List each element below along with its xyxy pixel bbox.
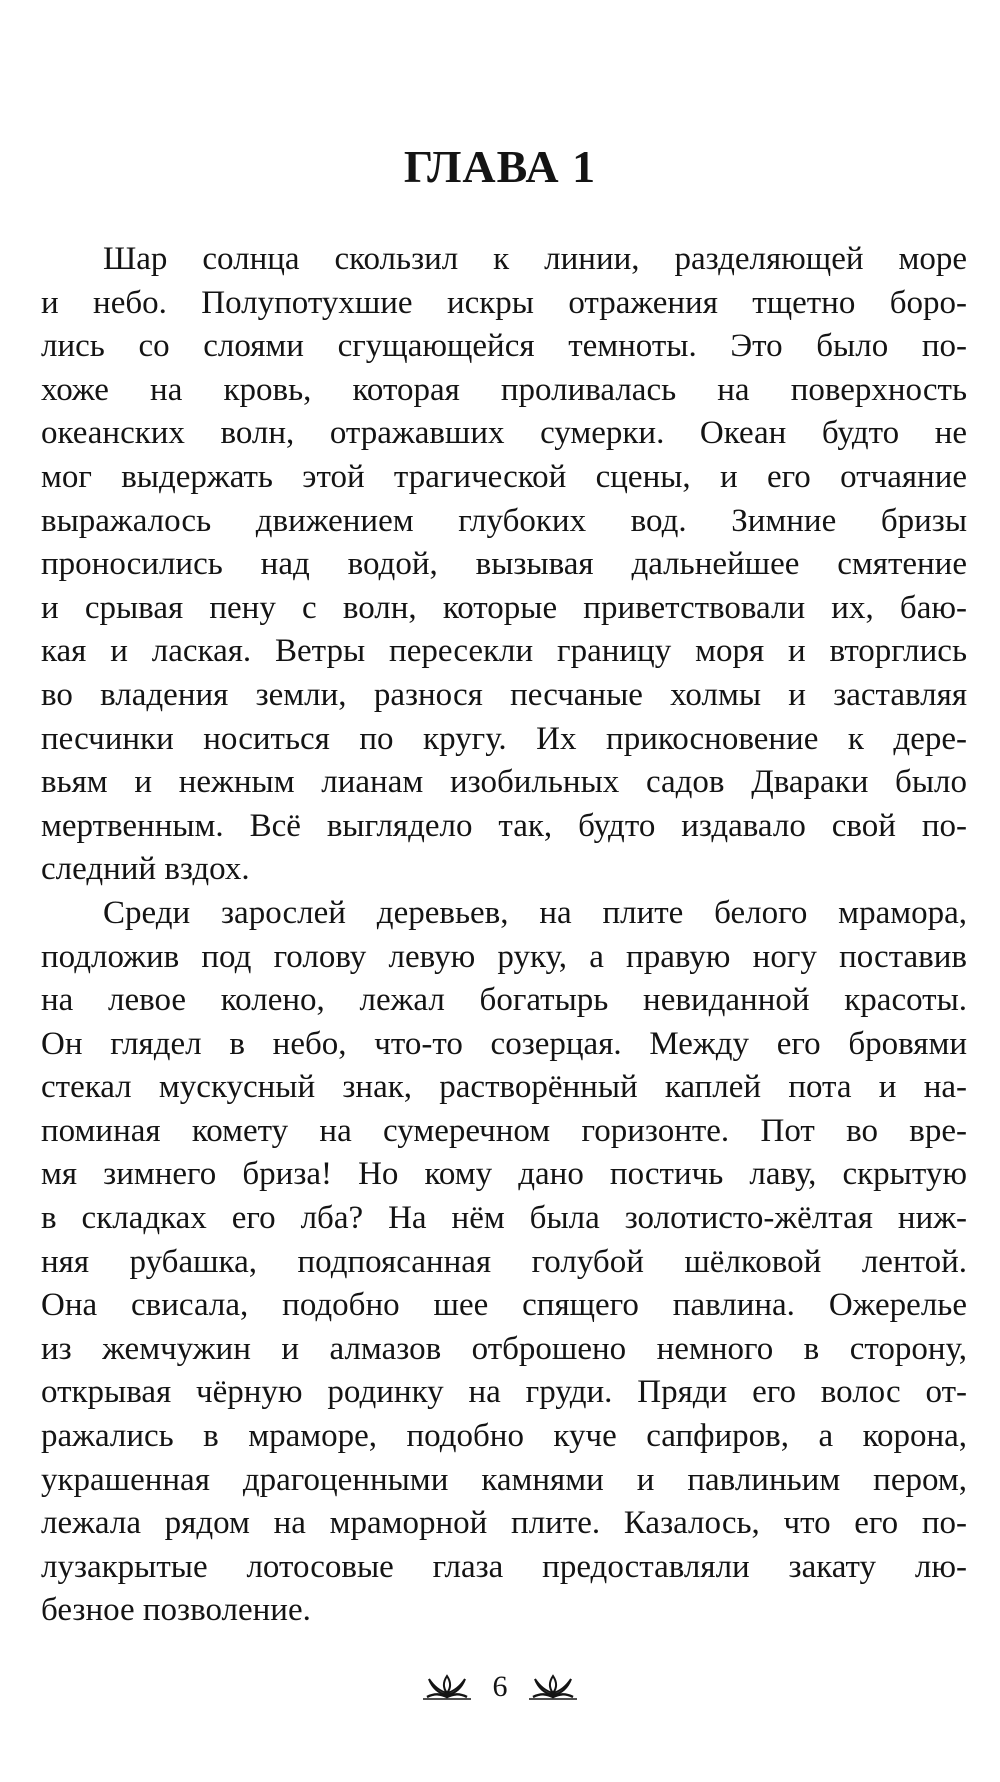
text-line: безное позволение. <box>41 1592 311 1629</box>
text-line: во владения земли, разнося песчаные холмы и заставляя <box>41 676 967 713</box>
text-line: Она свисала, подобно шее спящего павлина. Ожерелье <box>41 1287 967 1324</box>
text-line: хоже на кровь, которая проливалась на поверхность <box>41 371 967 408</box>
text-line: няя рубашка, подпоясанная голубой шёлковой лентой. <box>41 1243 967 1280</box>
text-line: лись со слоями сгущающейся темноты. Это было по- <box>41 328 967 365</box>
lotus-ornament-icon <box>527 1673 579 1701</box>
text-line: мог выдержать этой трагической сцены, и его отчаяние <box>41 458 967 495</box>
text-line: кая и лаская. Ветры пересекли границу моря и вторглись <box>41 633 967 670</box>
text-line: и срывая пену с волн, которые приветствовали их, баю- <box>41 589 967 626</box>
lotus-ornament-icon <box>421 1673 473 1701</box>
text-line: следний вздох. <box>41 851 250 888</box>
text-line: песчинки носиться по кругу. Их прикосновение к дере- <box>41 720 967 757</box>
text-line: мертвенным. Всё выглядело так, будто издавало свой по- <box>41 807 967 844</box>
text-line: ражались в мраморе, подобно куче сапфиров, а корона, <box>41 1418 967 1455</box>
text-line: проносились над водой, вызывая дальнейшее смятение <box>41 546 967 583</box>
text-line: вьям и нежным лианам изобильных садов Двараки было <box>41 764 967 801</box>
text-line: поминая комету на сумеречном горизонте. Пот во вре- <box>41 1112 967 1149</box>
text-line: Он глядел в небо, что-то созерцая. Между его бровями <box>41 1025 967 1062</box>
text-line: лузакрытые лотосовые глаза предоставляли закату лю- <box>41 1548 967 1585</box>
chapter-title: ГЛАВА 1 <box>403 141 597 192</box>
text-line: Среди зарослей деревьев, на плите белого мрамора, <box>103 894 967 931</box>
text-line: лежала рядом на мраморной плите. Казалось, что его по- <box>41 1505 967 1542</box>
text-line: океанских волн, отражавших сумерки. Океан будто не <box>41 415 967 452</box>
text-line: мя зимнего бриза! Но кому дано постичь лаву, скрытую <box>41 1156 967 1193</box>
text-line: украшенная драгоценными камнями и павлиньим пером, <box>41 1461 967 1498</box>
text-line: на левое колено, лежал богатырь невиданной красоты. <box>41 982 967 1019</box>
page-footer <box>0 1668 1000 1704</box>
text-line: из жемчужин и алмазов отброшено немного в сторону, <box>41 1330 967 1367</box>
body-text <box>41 238 967 1633</box>
text-line: открывая чёрную родинку на груди. Пряди его волос от- <box>41 1374 967 1411</box>
text-line: в складках его лба? На нём была золотисто-жёлтая ниж- <box>41 1200 967 1237</box>
text-line: стекал мускусный знак, растворённый каплей пота и на- <box>41 1069 967 1106</box>
text-line: подложив под голову левую руку, а правую ногу поставив <box>41 938 967 975</box>
text-line: Шар солнца скользил к линии, разделяющей море <box>103 241 967 277</box>
page-number: 6 <box>492 1670 508 1704</box>
text-line: выражалось движением глубоких вод. Зимние бризы <box>41 502 967 539</box>
text-line: и небо. Полупотухшие искры отражения тщетно боро- <box>41 284 967 321</box>
